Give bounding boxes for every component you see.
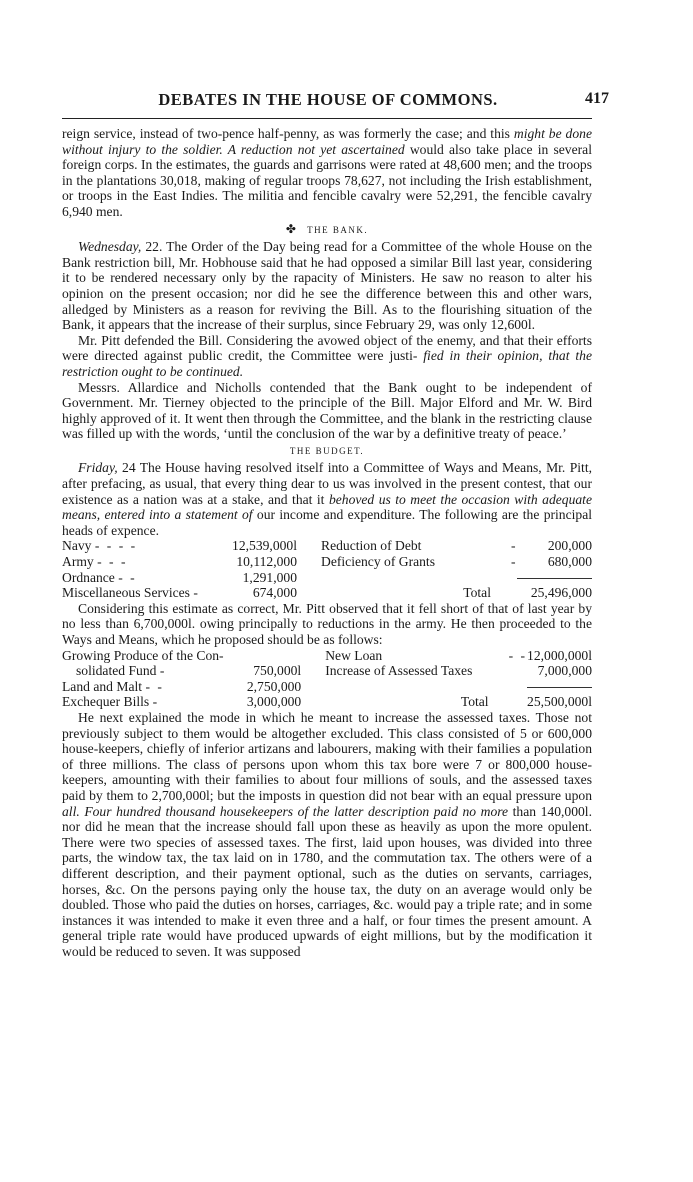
section-heading-budget: THE BUDGET. bbox=[289, 445, 365, 456]
paragraph-foreign-service: reign service, instead of two-pence half-penny, as was formerly the case; and this might be done without injury to the soldier. A reduction not yet ascertained would also take place in several foreign corps. In the estimates, the guards and garrisons were rated at 48,600 men; and the troops in the plantations 30,018, making of regular troops 78,627, not including the Irish establishment, or troops in the East Indies. The militia and fencible cavalry were 52,291, the fencible cavalry 6,940 men. bbox=[62, 126, 592, 219]
sum-rule bbox=[527, 687, 592, 688]
table-row: Navy - - - - 12,539,000l Reduction of Debt - 200,000 bbox=[62, 538, 592, 554]
paragraph-bank-1: Wednesday, 22. The Order of the Day being read for a Committee of the whole House on the Bank restriction bill, Mr. Hobhouse said that he had opposed a similar Bill last year, considering it to be rendered necessary only by the rapacity of Ministers. He saw no reason to alter his opinion on the present occasion; nor did he see the difference between this and other wars, alledged by Ministers as a reason for reviving the Bill. As to the flourishing situation of the Bank, it appears that the increase of their surplus, since February 29, was only 12,600l. bbox=[62, 239, 592, 333]
page-number: 417 bbox=[585, 90, 609, 107]
paragraph-bank-2: Mr. Pitt defended the Bill. Considering the avowed object of the enemy, and that their efforts were directed against public credit, the Committee were justi- fied in their opinion, that the restriction ought to be continued. bbox=[62, 332, 592, 379]
table-row: Ordnance - - 1,291,000 bbox=[62, 570, 592, 586]
table-row: Growing Produce of the Con- New Loan - - 12,000,000l bbox=[62, 647, 592, 663]
table-row: Army - - - 10,112,000 Deficiency of Grants - 680,000 bbox=[62, 554, 592, 570]
table-row: Exchequer Bills - 3,000,000 Total 25,500,000l bbox=[62, 694, 592, 710]
section-heading-bank: ✤ THE BANK. bbox=[285, 221, 369, 236]
header-rule bbox=[62, 118, 592, 119]
supply-table bbox=[62, 538, 592, 600]
ways-and-means-table bbox=[62, 648, 592, 710]
paragraph-bank-3: Messrs. Allardice and Nicholls contended that the Bank ought to be independent of Government. Mr. Tierney objected to the principle of the Bill. Major Elford and Mr. W. Bird highly approved of it. It went then through the Committee, and the blank in the restricting clause was filled up with the words, ‘until the conclusion of the war by a definitive treaty of peace.’ bbox=[62, 379, 592, 442]
table-row: solidated Fund - 750,000l Increase of Assessed Taxes 7,000,000 bbox=[76, 663, 592, 679]
paragraph-budget-1: Friday, 24 The House having resolved itself into a Committee of Ways and Means, Mr. Pitt, after prefacing, as usual, that every thing dear to us was involved in the present contest, that our existence as a nation was at a stake, and that it behoved us to meet the occasion with adequate means, entered into a statement of our income and expenditure. The following are the principal heads of expence. bbox=[62, 460, 593, 538]
paragraph-budget-3: He next explained the mode in which he meant to increase the assessed taxes. Those not previously subject to them would be altogether excluded. This class consisted of 5 or 600,000 house-keepers, chiefly of inferior artizans and labourers, making with their families a population of three millions. The class of persons upon whom this tax bore were 7 or 800,000 house-keepers, amounting with their families to about four millions of souls, and the assessed taxes paid by them to 2,700,000l; but the imposts in question did not bear with an equal pressure upon all. Four hundred thousand housekeepers of the latter description paid no more than 140,000l. nor did he mean that the increase should fall upon these as heavily as upon the more opulent. There were two species of assessed taxes. The first, laid upon houses, was divided into three parts, the window tax, the tax laid on in 1780, and the commutation tax. The others were of a different description, and their payment optional, such as the duties on servants, carriages, horses, &c. On the persons paying only the house tax, the duty on an average would only be doubled. Those who paid the duties on horses, carriages, &c. would pay a triple rate; and in some instances it was intended to make it even three and a half, or four times the present amount. A general triple rate would have produced upwards of eight millions, but by the modification it would be reduced to seven. It was supposed bbox=[62, 709, 592, 959]
running-head: DEBATES IN THE HOUSE OF COMMONS. bbox=[158, 90, 498, 109]
sum-rule bbox=[517, 578, 592, 579]
paragraph-budget-2: Considering this estimate as correct, Mr. Pitt observed that it fell short of that of last year by no less than 6,700,000l. owing principally to reductions in the army. He then proceeded to the Ways and Means, which he proposed should be as follows: bbox=[62, 600, 592, 647]
table-row: Land and Malt - - 2,750,000 bbox=[62, 679, 592, 695]
table-row: Miscellaneous Services - 674,000 Total 25,496,000 bbox=[62, 585, 592, 601]
hand-mark-icon: ✤ bbox=[285, 221, 298, 236]
page-body bbox=[62, 126, 592, 959]
